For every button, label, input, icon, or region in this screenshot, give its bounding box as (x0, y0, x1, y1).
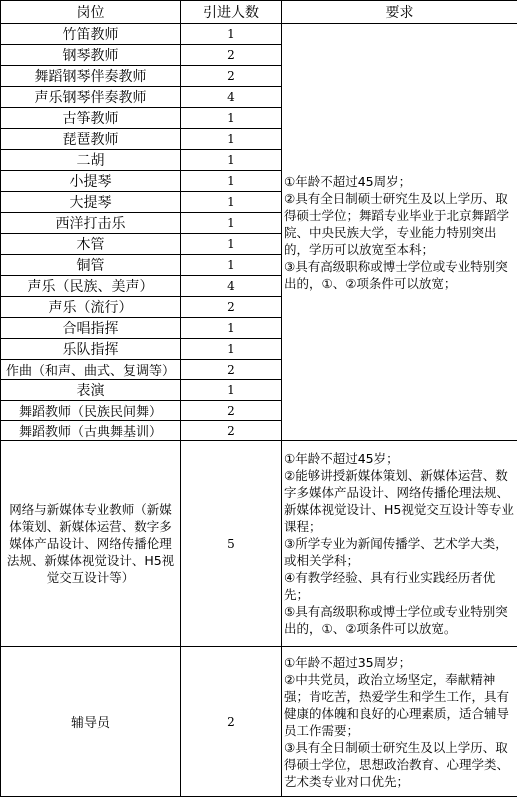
count-cell: 1 (181, 171, 282, 192)
requirement-item: ①年龄不超过45岁； (284, 450, 515, 467)
requirements-cell (282, 24, 517, 441)
position-cell: 钢琴教师 (1, 45, 181, 66)
header-row (1, 1, 517, 24)
count-cell: 2 (181, 647, 282, 797)
position-cell: 表演 (1, 380, 181, 401)
position-cell: 大提琴 (1, 192, 181, 213)
count-cell: 2 (181, 66, 282, 87)
position-cell: 声乐（民族、美声） (1, 276, 181, 297)
count-cell: 1 (181, 339, 282, 360)
requirements-cell (282, 647, 517, 797)
count-cell: 1 (181, 213, 282, 234)
count-cell: 5 (181, 441, 282, 647)
count-cell: 2 (181, 401, 282, 421)
count-cell: 4 (181, 276, 282, 297)
position-cell: 声乐钢琴伴奏教师 (1, 87, 181, 108)
position-cell: 辅导员 (1, 647, 181, 797)
header-requirements: 要求 (282, 1, 517, 24)
count-cell: 2 (181, 45, 282, 66)
header-position: 岗位 (1, 1, 181, 24)
requirements-cell (282, 441, 517, 647)
table-body (1, 24, 517, 797)
position-cell: 竹笛教师 (1, 24, 181, 45)
count-cell: 1 (181, 234, 282, 255)
requirement-item: ①年龄不超过35周岁； (284, 654, 515, 671)
table-row (1, 24, 517, 45)
count-cell: 2 (181, 360, 282, 380)
requirement-item: ③具有高级职称或博士学位或专业特别突出的，①、②项条件可以放宽； (284, 258, 515, 292)
table-row (1, 647, 517, 797)
position-cell: 琵琶教师 (1, 129, 181, 150)
count-cell: 2 (181, 297, 282, 318)
requirement-item: ②具有全日制硕士研究生及以上学历、取得硕士学位；舞蹈专业毕业于北京舞蹈学院、中央民族大学，专业能力特别突出的，学历可以放宽至本科； (284, 190, 515, 258)
requirement-item: ④有教学经验、具有行业实践经历者优先； (284, 569, 515, 603)
position-cell: 声乐（流行） (1, 297, 181, 318)
requirement-item: ①年龄不超过45周岁； (284, 173, 515, 190)
count-cell: 1 (181, 108, 282, 129)
position-cell: 舞蹈钢琴伴奏教师 (1, 66, 181, 87)
requirement-item: ③具有全日制硕士研究生及以上学历、取得硕士学位，思想政治教育、心理学类、艺术类专业对口优先； (284, 739, 515, 790)
position-cell: 作曲（和声、曲式、复调等） (1, 360, 181, 380)
requirement-item: ②中共党员，政治立场坚定，奉献精神强；肯吃苦，热爱学生和学生工作，具有健康的体魄和良好的心理素质，适合辅导员工作需要； (284, 671, 515, 739)
position-cell: 舞蹈教师（古典舞基训） (1, 421, 181, 441)
header-count: 引进人数 (181, 1, 282, 24)
table-row (1, 441, 517, 647)
count-cell: 1 (181, 255, 282, 276)
requirement-item: ②能够讲授新媒体策划、新媒体运营、数字多媒体产品设计、网络传播伦理法规、新媒体视觉设计、H5视觉交互设计等专业课程； (284, 467, 515, 535)
requirement-item: ⑤具有高级职称或博士学位或专业特别突出的，①、②项条件可以放宽。 (284, 603, 515, 637)
position-cell: 古筝教师 (1, 108, 181, 129)
position-cell: 舞蹈教师（民族民间舞） (1, 401, 181, 421)
count-cell: 1 (181, 24, 282, 45)
position-cell: 乐队指挥 (1, 339, 181, 360)
requirement-item: ③所学专业为新闻传播学、艺术学大类，或相关学科； (284, 535, 515, 569)
position-cell: 网络与新媒体专业教师（新媒体策划、新媒体运营、数字多媒体产品设计、网络传播伦理法规、新媒体视觉设计、H5视觉交互设计等） (1, 441, 181, 647)
position-cell: 小提琴 (1, 171, 181, 192)
count-cell: 4 (181, 87, 282, 108)
count-cell: 1 (181, 150, 282, 171)
count-cell: 1 (181, 192, 282, 213)
position-cell: 木管 (1, 234, 181, 255)
position-cell: 合唱指挥 (1, 318, 181, 339)
count-cell: 1 (181, 129, 282, 150)
count-cell: 2 (181, 421, 282, 441)
count-cell: 1 (181, 380, 282, 401)
position-cell: 二胡 (1, 150, 181, 171)
position-cell: 西洋打击乐 (1, 213, 181, 234)
count-cell: 1 (181, 318, 282, 339)
position-cell: 铜管 (1, 255, 181, 276)
